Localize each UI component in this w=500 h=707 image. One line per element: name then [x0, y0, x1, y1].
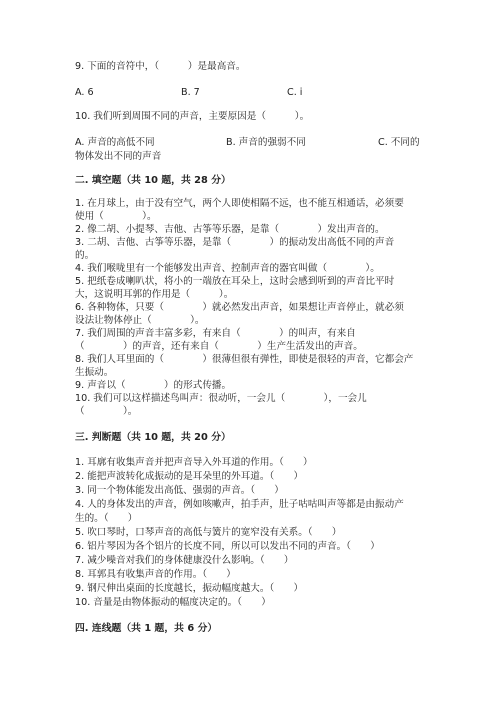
s2-line: 6. 各种物体，只要（ ）就必然发出声音，如果想让声音停止，就必须: [75, 302, 404, 313]
q10-stem: 10. 我们听到周围不同的声音，主要原因是（ ）。: [75, 111, 310, 122]
s3-line: 10. 音量是由物体振动的幅度决定的。（ ）: [75, 597, 271, 608]
s2-line: 使用（ ）。: [75, 211, 157, 222]
s2-line: 的。: [75, 250, 95, 261]
s2-line: 大，这说明耳郭的作用是（ ）。: [75, 289, 234, 300]
s2-line: （ ）的声音，还有来自（ ）生产生活发出的声音。: [75, 341, 363, 352]
section-title-fill-blank: 二. 填空题（共 10 题，共 28 分）: [75, 175, 231, 186]
section-title-true-false: 三. 判断题（共 10 题，共 20 分）: [75, 432, 231, 443]
s2-line: 8. 我们人耳里面的（ ）很薄但很有弹性，即使是很轻的声音，它都会产: [75, 354, 414, 365]
section-title-matching: 四. 连线题（共 1 题，共 6 分）: [75, 623, 218, 634]
s2-line: 9. 声音以（ ）的形式传播。: [75, 380, 232, 391]
s2-line: （ ）。: [75, 406, 138, 417]
s3-line: 生的。（ ）: [75, 513, 138, 524]
s3-line: 6. 铝片琴因为各个铝片的长度不同，所以可以发出不同的声音。（ ）: [75, 541, 380, 552]
q9-option-c: C. i: [287, 87, 303, 98]
s3-line: 3. 同一个物体能发出高低、强弱的声音。（ ）: [75, 485, 284, 496]
q9-option-a: A. 6: [75, 87, 94, 98]
s2-line: 设法让物体停止（ ）。: [75, 315, 205, 326]
s3-line: 9. 钢尺伸出桌面的长度越长，振动幅度越大。（ ）: [75, 583, 304, 594]
s2-line: 10. 我们可以这样描述鸟叫声：很动听，一会儿（ ），一会儿: [75, 393, 367, 404]
s2-line: 7. 我们周围的声音丰富多彩，有来自（ ）的叫声，有来自: [75, 328, 356, 339]
s3-line: 1. 耳廓有收集声音并把声音导入外耳道的作用。（ ）: [75, 457, 313, 468]
s3-line: 7. 减少噪音对我们的身体健康没什么影响。（ ）: [75, 555, 294, 566]
q10-option-a: A. 声音的高低不同: [75, 137, 155, 148]
q9-stem: 9. 下面的音符中，（ ）是最高音。: [75, 61, 246, 72]
q9-option-b: B. 7: [181, 87, 200, 98]
s2-line: 3. 二胡、吉他、古筝等乐器，是靠（ ）的振动发出高低不同的声音: [75, 237, 395, 248]
s2-line: 4. 我们喉咙里有一个能够发出声音、控制声音的器官叫做（ ）。: [75, 263, 380, 274]
s3-line: 2. 能把声波转化成振动的是耳朵里的外耳道。（ ）: [75, 471, 304, 482]
s3-line: 8. 耳郭具有收集声音的作用。（ ）: [75, 569, 236, 580]
s2-line: 5. 把纸卷成喇叭状，将小的一端放在耳朵上，这时会感到听到的声音比平时: [75, 276, 395, 287]
q10-option-b: B. 声音的强弱不同: [226, 137, 306, 148]
q10-option-c: C. 不同的: [378, 137, 420, 148]
s2-line: 2. 像二胡、小提琴、吉他、古筝等乐器，是靠（ ）发出声音的。: [75, 224, 385, 235]
q10-option-c-cont: 物体发出不同的声音: [75, 151, 162, 162]
s3-line: 4. 人的身体发出的声音，例如咳嗽声，拍手声，肚子咕咕叫声等都是由振动产: [75, 499, 404, 510]
s3-line: 5. 吹口琴时，口琴声音的高低与簧片的宽窄没有关系。（ ）: [75, 527, 342, 538]
s2-line: 1. 在月球上，由于没有空气，两个人即使相隔不远，也不能互相通话，必须要: [75, 198, 404, 209]
s2-line: 生振动。: [75, 367, 114, 378]
